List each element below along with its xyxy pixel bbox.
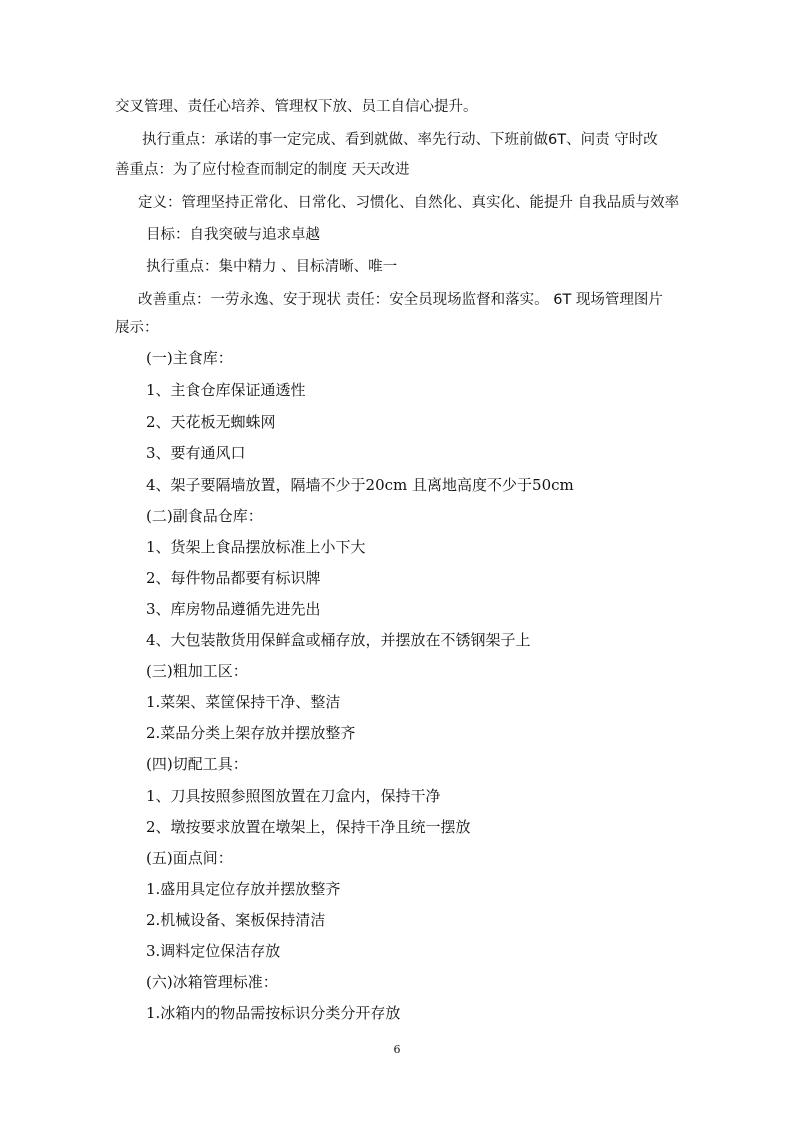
list-item: 1.冰箱内的物品需按标识分类分开存放 — [146, 1004, 401, 1022]
list-item: 3、要有通风口 — [146, 444, 246, 462]
paragraph-line: 目标：自我突破与追求卓越 — [146, 227, 320, 243]
paragraph-line: 执行重点：承诺的事一定完成、看到就做、率先行动、下班前做6T、问责 守时改 — [142, 132, 658, 148]
section-heading: (一)主食库： — [146, 349, 233, 367]
list-item: 1.盛用具定位存放并摆放整齐 — [146, 880, 341, 898]
section-heading: (二)副食品仓库： — [146, 507, 263, 525]
list-item: 1、货架上食品摆放标准上小下大 — [146, 538, 366, 556]
list-item: 2.菜品分类上架存放并摆放整齐 — [146, 724, 356, 742]
list-item: 2、每件物品都要有标识牌 — [146, 569, 321, 587]
list-item: 4、架子要隔墙放置，隔墙不少于20cm 且离地高度不少于50cm — [146, 476, 574, 494]
list-item: 1.菜架、菜筐保持干净、整洁 — [146, 693, 341, 711]
paragraph-line: 定义：管理坚持正常化、日常化、习惯化、自然化、真实化、能提升 自我品质与效率 — [138, 195, 680, 211]
list-item: 3、库房物品遵循先进先出 — [146, 600, 321, 618]
list-item: 2、天花板无蜘蛛网 — [146, 413, 276, 431]
list-item: 1、刀具按照参照图放置在刀盒内，保持干净 — [146, 787, 441, 805]
paragraph-line: 展示： — [115, 320, 159, 336]
list-item: 2.机械设备、案板保持清洁 — [146, 911, 326, 929]
section-heading: (六)冰箱管理标准： — [146, 973, 278, 991]
list-item: 3.调料定位保洁存放 — [146, 942, 281, 960]
paragraph-line: 善重点：为了应付检查而制定的制度 天天改进 — [115, 162, 410, 178]
page-number: 6 — [393, 1043, 401, 1056]
list-item: 2、墩按要求放置在墩架上，保持干净且统一摆放 — [146, 818, 471, 836]
section-heading: (五)面点间： — [146, 849, 233, 867]
section-heading: (三)粗加工区： — [146, 662, 248, 680]
paragraph-line: 改善重点：一劳永逸、安于现状 责任：安全员现场监督和落实。 6T 现场管理图片 — [138, 292, 663, 308]
paragraph-line: 执行重点：集中精力 、目标清晰、唯一 — [146, 259, 398, 275]
paragraph-line: 交叉管理、责任心培养、管理权下放、员工自信心提升。 — [115, 99, 478, 115]
list-item: 4、大包装散货用保鲜盒或桶存放，并摆放在不锈钢架子上 — [146, 631, 531, 649]
section-heading: (四)切配工具： — [146, 755, 248, 773]
list-item: 1、主食仓库保证通透性 — [146, 381, 306, 399]
